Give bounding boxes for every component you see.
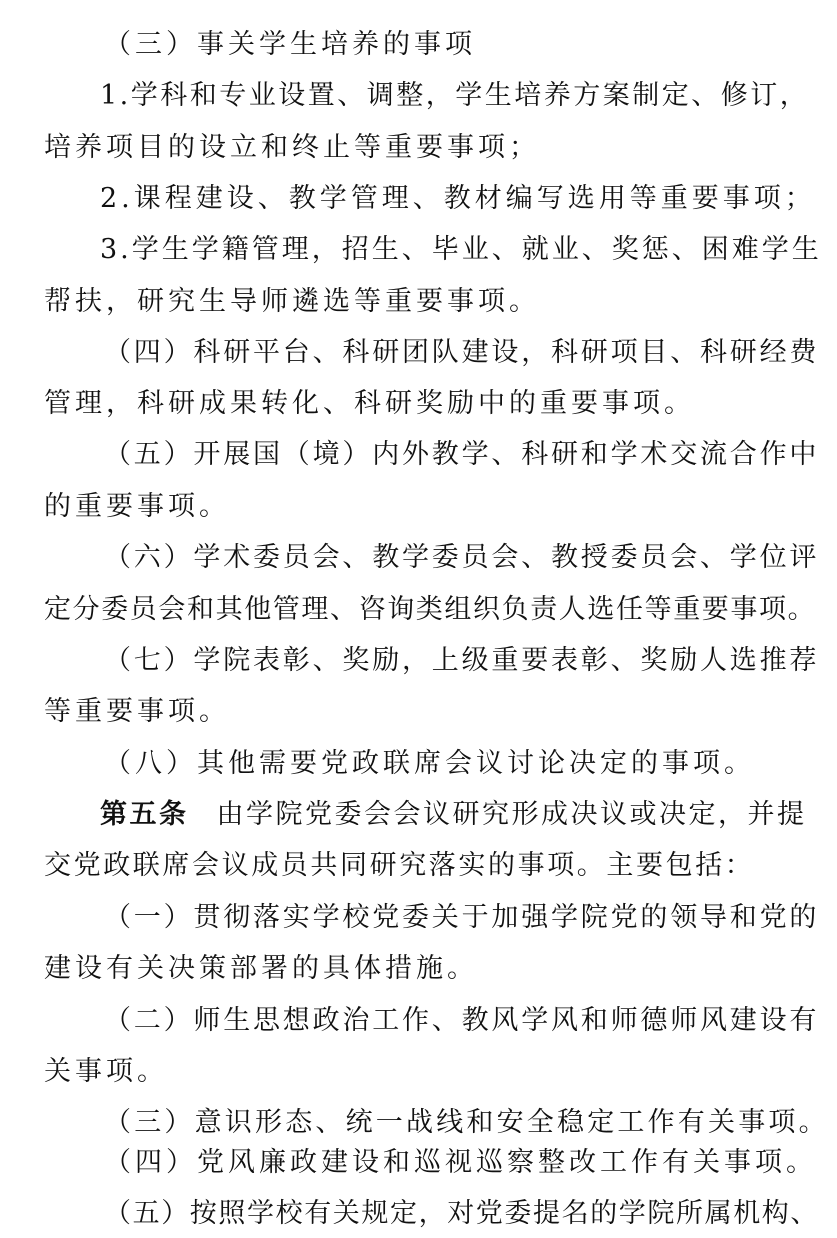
text-line: （四）科研平台、科研团队建设，科研项目、科研经费 bbox=[104, 337, 820, 368]
article-heading: 第五条 bbox=[100, 799, 189, 830]
text-line: 定分委员会和其他管理、咨询类组织负责人选任等重要事项。 bbox=[44, 594, 817, 625]
text-line: 1.学科和专业设置、调整，学生培养方案制定、修订， bbox=[100, 80, 810, 111]
text-line: 的重要事项。 bbox=[44, 491, 230, 522]
text-line: （一）贯彻落实学校党委关于加强学院党的领导和党的 bbox=[104, 902, 820, 933]
text-line: （四）党风廉政建设和巡视巡察整改工作有关事项。 bbox=[104, 1147, 817, 1178]
text-line: （七）学院表彰、奖励，上级重要表彰、奖励人选推荐 bbox=[104, 645, 820, 676]
text-line: 交党政联席会议成员共同研究落实的事项。主要包括： bbox=[44, 850, 755, 881]
text-line: 等重要事项。 bbox=[44, 696, 230, 727]
text-line: （六）学术委员会、教学委员会、教授委员会、学位评 bbox=[104, 542, 820, 573]
text-line: 建设有关决策部署的具体措施。 bbox=[44, 953, 478, 984]
text-line: 关事项。 bbox=[44, 1056, 168, 1087]
text-line: 2.课程建设、教学管理、教材编写选用等重要事项； bbox=[100, 183, 816, 214]
text-line: （二）师生思想政治工作、教风学风和师德师风建设有 bbox=[104, 1005, 820, 1036]
text-line: （三）事关学生培养的事项 bbox=[104, 29, 476, 60]
text-line: （八）其他需要党政联席会议讨论决定的事项。 bbox=[104, 748, 755, 779]
article-5-line bbox=[100, 797, 807, 833]
text-line: （三）意识形态、统一战线和安全稳定工作有关事项。 bbox=[104, 1107, 829, 1138]
text-line: 培养项目的设立和终止等重要事项； bbox=[44, 132, 540, 163]
text-line: （五）开展国（境）内外教学、科研和学术交流合作中 bbox=[104, 439, 820, 470]
article-text: 由学院党委会会议研究形成决议或决定，并提 bbox=[216, 799, 807, 830]
text-line: （五）按照学校有关规定，对党委提名的学院所属机构、 bbox=[104, 1198, 819, 1229]
text-line: 3.学生学籍管理，招生、毕业、就业、奖惩、困难学生 bbox=[100, 234, 822, 265]
text-line: 帮扶，研究生导师遴选等重要事项。 bbox=[44, 286, 540, 317]
text-line: 管理，科研成果转化、科研奖励中的重要事项。 bbox=[44, 388, 695, 419]
